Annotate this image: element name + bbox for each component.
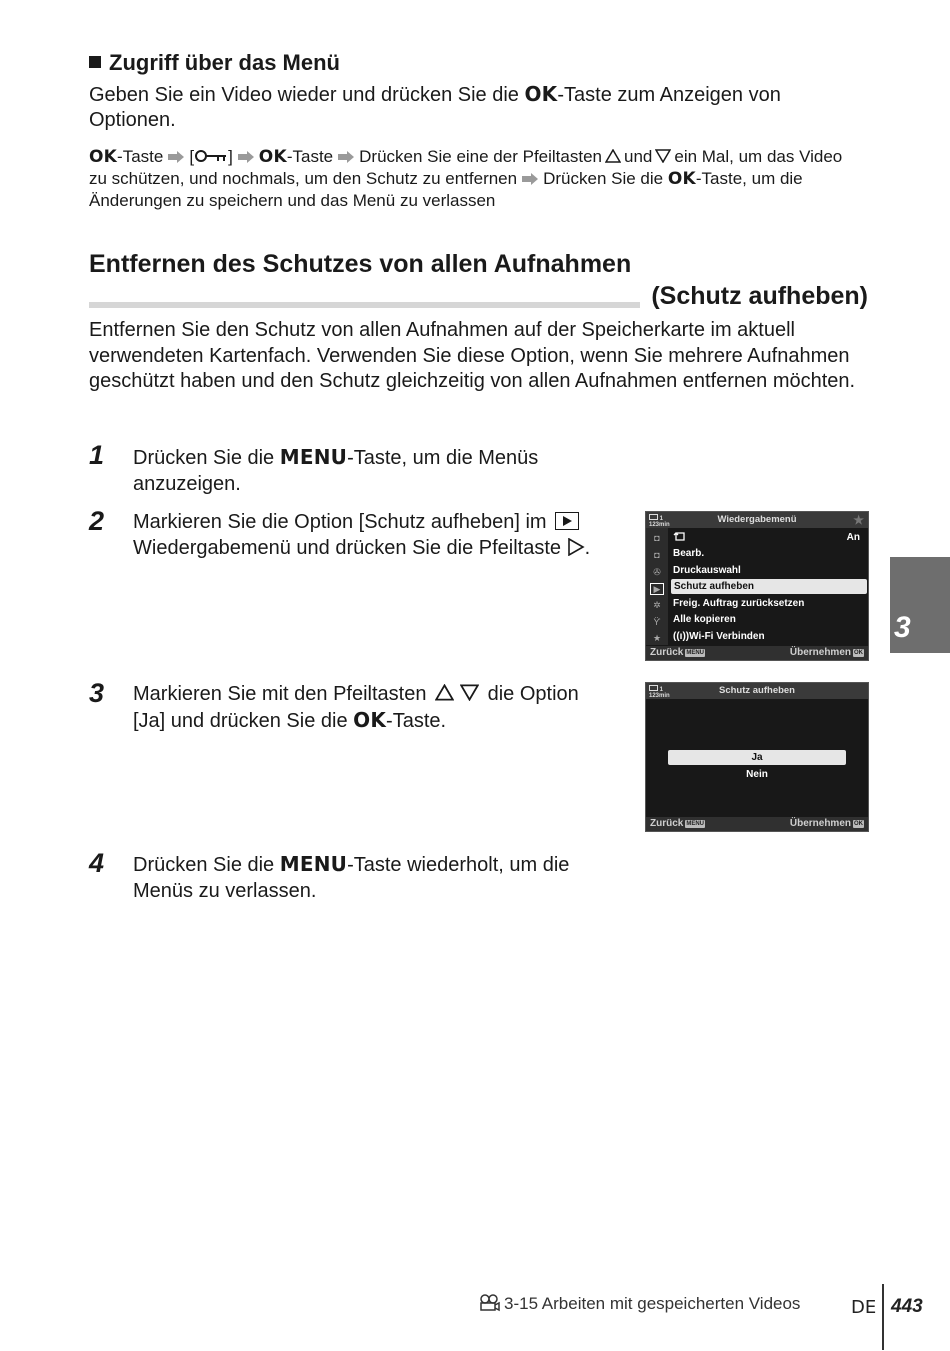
apply-hint: [790, 646, 864, 660]
setup-tab-icon[interactable]: ϔ: [653, 617, 661, 627]
arrow-down-icon: [460, 684, 479, 701]
step-text: [133, 445, 603, 497]
mymenu-tab-icon[interactable]: ★: [652, 633, 662, 643]
option-yes[interactable]: Ja: [668, 750, 846, 765]
step-text-part: Drücken Sie die: [133, 854, 280, 876]
menu-item-label: Wi-Fi Verbinden: [689, 631, 765, 642]
step-arrow-icon: [168, 151, 184, 163]
step-text: -Taste, um die Änderungen zu speichern und das Menü zu verlassen: [89, 169, 803, 210]
intro-text: Geben Sie ein Video wieder und drücken Sie die: [89, 84, 525, 106]
apply-hint: [790, 817, 864, 831]
step-text: ein Mal, um das Video zu schützen, und nochmals, um den Schutz zu entfernen: [89, 147, 843, 188]
intro-text-end: -Taste zum Anzeigen von Optionen.: [89, 84, 781, 131]
battery-time: 123min: [649, 522, 670, 528]
back-hint: [650, 646, 705, 660]
ok-key-label: OK: [89, 147, 118, 167]
step-text-part: .: [584, 536, 591, 559]
camera1-tab-icon[interactable]: ◘: [654, 533, 660, 543]
playback-menu-icon: [555, 512, 579, 530]
step-text: -Taste: [117, 147, 164, 166]
section-intro: [89, 82, 849, 133]
menu-item-copy-all[interactable]: Alle kopieren: [673, 614, 736, 625]
step-text: [133, 852, 603, 904]
step-text: -Taste: [286, 147, 334, 166]
step-text: [133, 682, 603, 734]
battery-icon: [649, 685, 658, 691]
menu-item-print-order[interactable]: Druckauswahl: [673, 565, 741, 576]
step-text-part: Drücken Sie die: [133, 447, 280, 469]
step-arrow-icon: [338, 151, 354, 163]
step-text-part: -Taste.: [386, 709, 447, 732]
step-text: Drücken Sie eine der Pfeiltasten: [359, 147, 602, 166]
ok-key-label: OK: [524, 82, 558, 106]
camera-confirm-screen: [645, 682, 869, 832]
menu-item-reset-protect[interactable]: Schutz aufheben: [671, 579, 867, 594]
battery-value: 1: [659, 687, 664, 693]
option-no[interactable]: Nein: [746, 769, 768, 780]
chapter-number: 3: [894, 611, 911, 644]
menu-item-value: An: [846, 532, 860, 543]
battery-indicator: [649, 685, 670, 699]
section-heading-menu-access: [89, 50, 340, 76]
star-icon: ★: [853, 513, 864, 527]
section-description: Entfernen Sie den Schutz von allen Aufnahmen auf der Speicherkarte im aktuell verwendeten Kartenfach. Verwenden Sie diese Option, wenn Sie mehrere Aufnahmen geschützt haben und den Schutz gleichzeitig von allen Aufnahmen entfernen möchten.: [89, 319, 856, 392]
screen-title: Schutz aufheben: [718, 685, 795, 696]
page-number: 443: [891, 1296, 923, 1317]
back-hint: [650, 817, 705, 831]
battery-indicator: [649, 514, 670, 528]
menu-item-edit[interactable]: Bearb.: [673, 548, 705, 559]
arrow-up-icon: [605, 149, 621, 163]
screen-footer: [646, 646, 868, 660]
arrow-right-icon: [567, 538, 585, 556]
step-text: Drücken Sie die: [543, 169, 664, 188]
section-title: Entfernen des Schutzes von allen Aufnahmen: [89, 250, 632, 278]
screen-footer: [646, 817, 868, 831]
step-arrow-icon: [522, 173, 538, 185]
footer-reference: [478, 1294, 800, 1314]
video-tab-icon[interactable]: ✇: [653, 567, 661, 577]
step-text-part: -Taste, um die Menüs anzuzeigen.: [133, 447, 539, 495]
step-number: 4: [89, 848, 105, 878]
protect-key-icon: [194, 149, 228, 163]
menu-item-wifi-connect[interactable]: [673, 629, 765, 644]
step-text-part: Wiedergabemenü und drücken Sie die Pfeiltaste: [133, 536, 567, 559]
arrow-up-icon: [435, 684, 454, 701]
battery-time: 123min: [649, 693, 670, 699]
battery-icon: [649, 514, 658, 520]
apply-label: Übernehmen: [789, 818, 851, 829]
section-heading-text: Zugriff über das Menü: [109, 50, 340, 75]
footer-divider: [882, 1284, 884, 1350]
video-camera-icon: [478, 1294, 500, 1312]
ok-key-label: OK: [353, 707, 387, 732]
menu-access-steps: [89, 146, 859, 212]
step-text-part: Markieren Sie mit den Pfeiltasten: [133, 683, 433, 705]
step-arrow-icon: [238, 151, 254, 163]
ok-key-label: OK: [667, 169, 696, 189]
arrow-down-icon: [655, 149, 671, 163]
screen-header: [646, 512, 868, 528]
menu-key-label: MENU: [279, 445, 348, 469]
menu-item-reset-share-order[interactable]: Freig. Auftrag zurücksetzen: [673, 598, 805, 609]
bracket: [: [189, 147, 195, 166]
back-label: Zurück: [650, 647, 684, 658]
battery-value: 1: [659, 516, 664, 522]
back-label: Zurück: [650, 818, 684, 829]
camera2-tab-icon[interactable]: ◘: [654, 550, 660, 560]
chapter-tab: [890, 557, 950, 653]
rotate-icon: [673, 530, 687, 542]
section-subtitle: (Schutz aufheben): [640, 282, 868, 311]
custom-tab-icon[interactable]: ✲: [653, 600, 661, 610]
menu-item-rotate[interactable]: [673, 530, 687, 545]
ok-button-icon: OK: [854, 821, 863, 827]
apply-label: Übernehmen: [789, 647, 851, 658]
ok-key-label: OK: [258, 147, 287, 167]
step-text-part: Markieren Sie die Option [Schutz aufheben] im: [133, 511, 553, 533]
playback-tab-icon[interactable]: ▶: [650, 583, 664, 595]
step-number: 2: [89, 506, 105, 536]
step-text: und: [623, 147, 653, 166]
menu-key-label: MENU: [279, 852, 348, 876]
camera-menu-screen-playback: [645, 511, 869, 661]
footer-reference-text: 3-15 Arbeiten mit gespeicherten Videos: [504, 1294, 801, 1313]
bracket: ]: [228, 147, 233, 166]
step-number: 1: [89, 440, 105, 470]
step-text-part: die Option [Ja] und drücken Sie die: [133, 683, 579, 732]
screen-title: Wiedergabemenü: [717, 514, 797, 525]
step-text: [133, 510, 603, 561]
step-number: 3: [89, 678, 105, 708]
wifi-icon: ((ı)): [673, 631, 690, 642]
menu-button-icon: MENU: [686, 821, 705, 827]
step-text-part: -Taste wiederholt, um die Menüs zu verlassen.: [133, 854, 570, 902]
ok-button-icon: OK: [854, 650, 863, 656]
menu-tab-sidebar: [646, 528, 668, 645]
screen-header: [646, 683, 868, 699]
square-bullet-icon: [89, 56, 101, 68]
menu-button-icon: MENU: [686, 650, 705, 656]
footer-language: DE: [851, 1297, 877, 1318]
